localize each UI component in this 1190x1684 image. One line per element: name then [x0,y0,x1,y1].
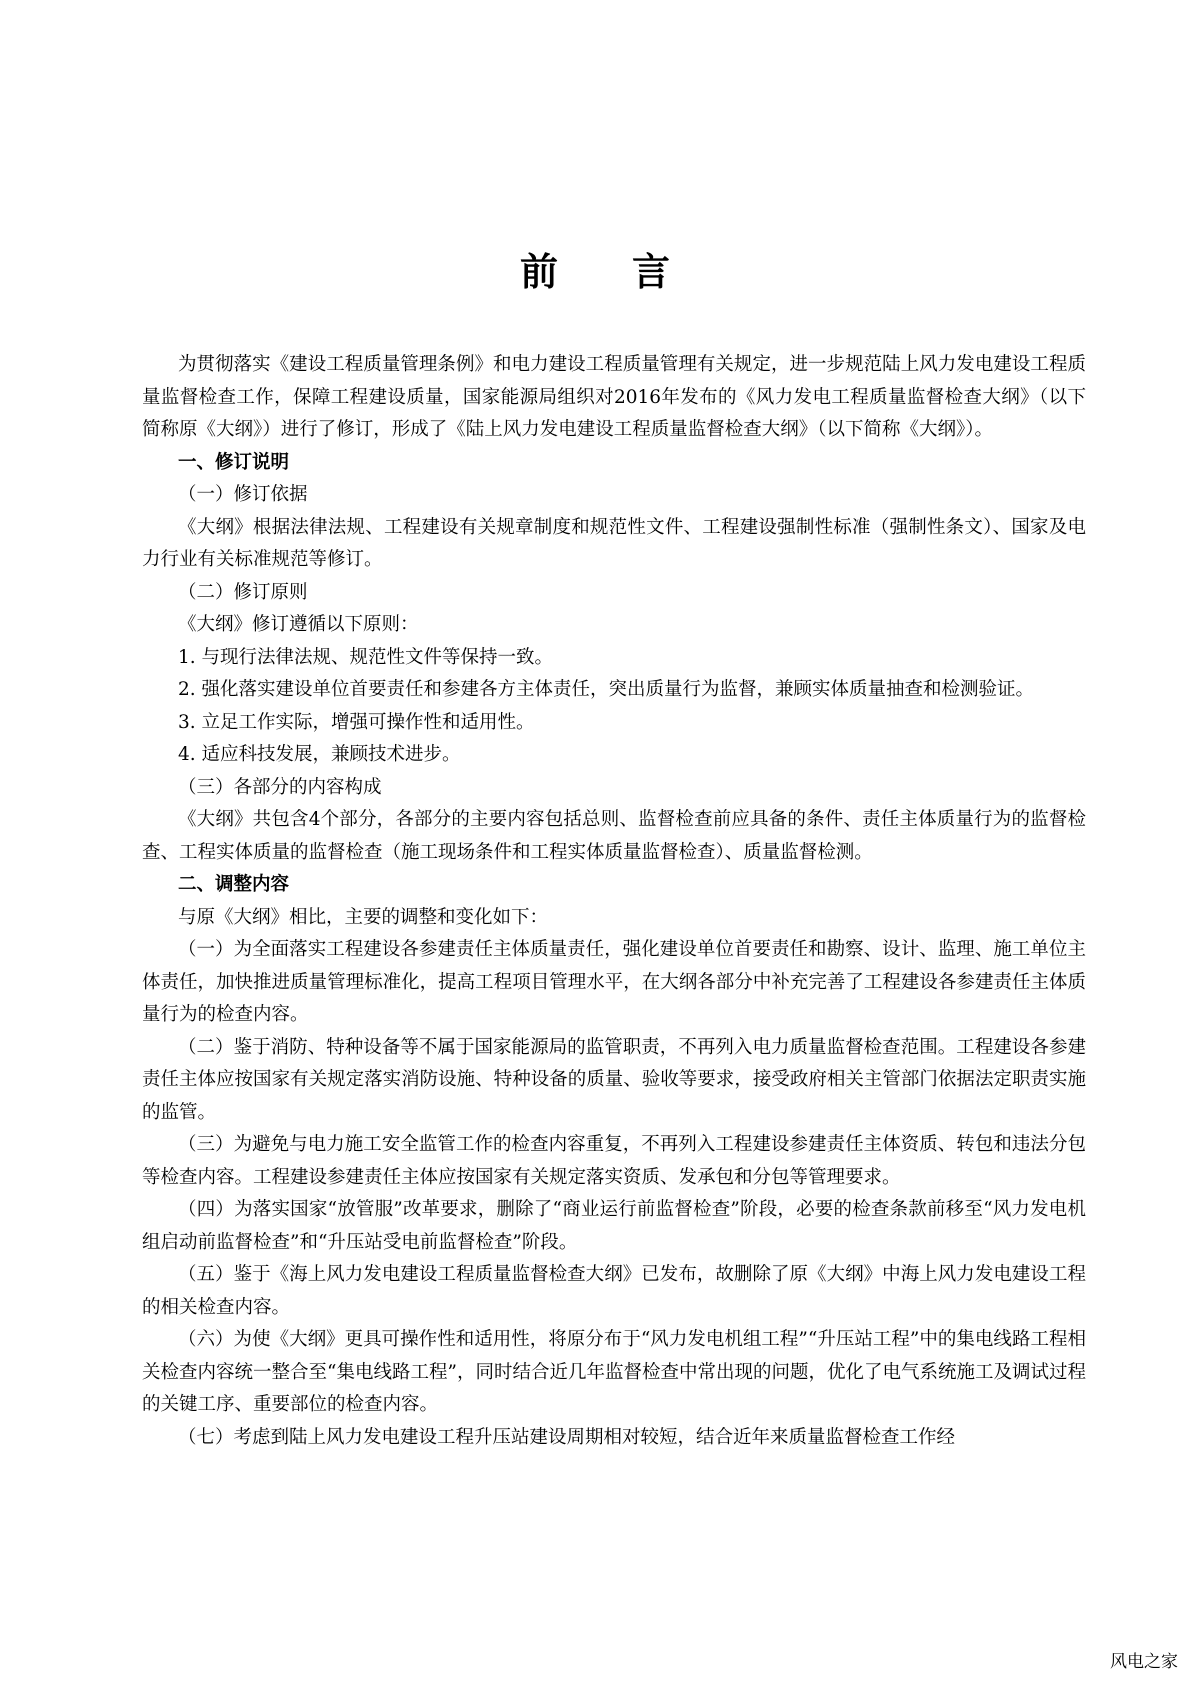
paragraph: （一）为全面落实工程建设各参建责任主体质量责任，强化建设单位首要责任和勘察、设计、监理、施工单位主体责任，加快推进质量管理标准化，提高工程项目管理水平，在大纲各部分中补充完善了工程建设各参建责任主体质量行为的检查内容。 [142,939,1086,1025]
paragraph: 3. 立足工作实际，增强可操作性和适用性。 [178,711,535,733]
paragraph: （五）鉴于《海上风力发电建设工程质量监督检查大纲》已发布，故删除了原《大纲》中海上风力发电建设工程的相关检查内容。 [142,1264,1086,1318]
paragraph: 为贯彻落实《建设工程质量管理条例》和电力建设工程质量管理有关规定，进一步规范陆上风力发电建设工程质量监督检查工作，保障工程建设质量，国家能源局组织对2016年发布的《风力发电工程质量监督检查大纲》（以下简称原《大纲》）进行了修订，形成了《陆上风力发电建设工程质量监督检查大纲》（以下简称《大纲》）。 [142,354,1086,440]
document-body [142,349,1086,1454]
subsection-heading: （一）修订依据 [178,484,308,505]
paragraph: （七）考虑到陆上风力发电建设工程升压站建设周期相对较短，结合近年来质量监督检查工作经 [178,1426,956,1448]
paragraph: （三）为避免与电力施工安全监管工作的检查内容重复，不再列入工程建设参建责任主体资质、转包和违法分包等检查内容。工程建设参建责任主体应按国家有关规定落实资质、发承包和分包等管理要求。 [142,1134,1086,1188]
subsection-heading: （三）各部分的内容构成 [178,776,382,798]
section-heading: 二、调整内容 [178,874,290,895]
paragraph: （二）鉴于消防、特种设备等不属于国家能源局的监管职责，不再列入电力质量监督检查范围。工程建设各参建责任主体应按国家有关规定落实消防设施、特种设备的质量、验收等要求，接受政府相关主管部门依据法定职责实施的监管。 [142,1036,1086,1123]
watermark-text: 风电之家 [1110,1652,1178,1672]
paragraph: 4. 适应科技发展，兼顾技术进步。 [178,744,461,765]
paragraph: （六）为使《大纲》更具可操作性和适用性，将原分布于“风力发电机组工程”“升压站工程”中的集电线路工程相关检查内容统一整合至“集电线路工程”，同时结合近几年监督检查中常出现的问题，优化了电气系统施工及调试过程的关键工序、重要部位的检查内容。 [142,1329,1086,1415]
paragraph: 《大纲》共包含4个部分，各部分的主要内容包括总则、监督检查前应具备的条件、责任主体质量行为的监督检查、工程实体质量的监督检查（施工现场条件和工程实体质量监督检查）、质量监督检测。 [142,809,1086,863]
subsection-heading: （二）修订原则 [178,581,308,603]
paragraph: 与原《大纲》相比，主要的调整和变化如下： [178,906,549,928]
section-heading: 一、修订说明 [178,451,290,473]
paragraph: 《大纲》修订遵循以下原则： [178,614,419,635]
page-title: 前言 [519,250,744,294]
paragraph: 1. 与现行法律法规、规范性文件等保持一致。 [178,646,554,668]
paragraph: 《大纲》根据法律法规、工程建设有关规章制度和规范性文件、工程建设强制性标准（强制性条文）、国家及电力行业有关标准规范等修订。 [142,516,1086,570]
paragraph: （四）为落实国家“放管服”改革要求，删除了“商业运行前监督检查”阶段，必要的检查条款前移至“风力发电机组启动前监督检查”和“升压站受电前监督检查”阶段。 [142,1199,1086,1253]
paragraph: 2. 强化落实建设单位首要责任和参建各方主体责任，突出质量行为监督，兼顾实体质量抽查和检测验证。 [178,679,1035,700]
